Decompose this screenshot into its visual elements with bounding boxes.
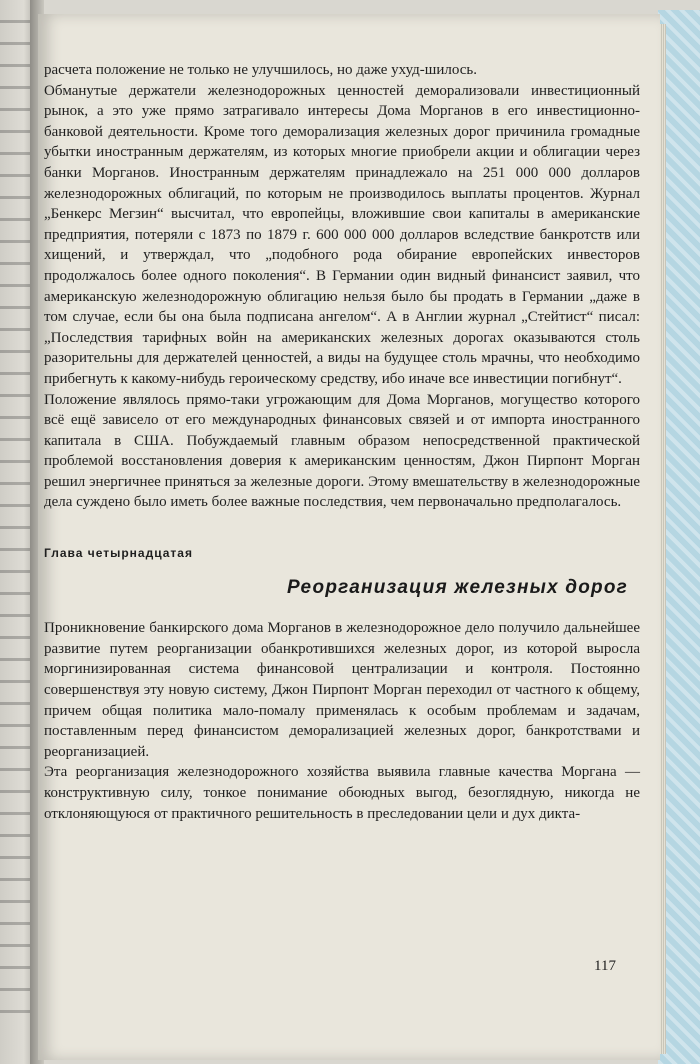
left-page-edge [0, 0, 34, 1064]
left-page-text-fragments [0, 20, 34, 1030]
paragraph: расчета положение не только не улучшилось, но даже ухуд-шилось. [44, 62, 477, 78]
page-number: 117 [594, 958, 616, 974]
paragraph: Проникновение банкирского дома Морганов в железнодорожное дело получило дальнейшее развитие путем реорганизации обанкротившихся железных дорог, из которой выросла моргинизированная система финансовой централизации и контроля. Постоянно совершенствуя эту новую систему, Джон Пирпонт Морган переходил от частного к общему, причем общая политика мало-помалу применялась к особым проблемам и задачам, поставленным перед финансистом деморализацией железных дорог, банкротствами и реорганизацией. [44, 620, 640, 760]
paragraph: Положение являлось прямо-таки угрожающим для Дома Морганов, могущество которого всё ещё зависело от его международных финансовых связей и от импорта иностранного капитала в США. Побуждаемый главным образом непосредственной практической проблемой восстановления доверия к американским ценностям, Джон Пирпонт Морган решил энергичнее приняться за железные дороги. Этому вмешательству в железнодорожные дела суждено было иметь более важные последствия, чем первоначально предполагалось. [44, 391, 640, 511]
page-text [44, 60, 640, 824]
chapter-title: Реорганизация железных дорог [286, 576, 628, 598]
chapter-label: Глава четырнадцатая [44, 546, 193, 561]
paragraph: Эта реорганизация железнодорожного хозяйства выявила главные качества Моргана — конструктивную силу, тонкое понимание обоюдных выгод, безоглядную, никогда не отклоняющуюся от практичного решительность в преследовании цели и дух дикта- [44, 764, 640, 822]
book-page [38, 14, 660, 1060]
paragraph: Обманутые держатели железнодорожных ценностей деморализовали инвестиционный рынок, а это уже прямо затрагивало интересы Дома Морганов в его инвестиционно-банковой деятельности. Кроме того деморализация железных дорог причинила громадные убытки иностранным держателям, из которых многие приобрели акции и облигации через банки Морганов. Иностранным держателям принадлежало на 251 000 000 долларов железнодорожных облигаций, по которым не производилось выплаты процентов. Журнал „Бенкерс Мегзин“ высчитал, что европейцы, вложившие свои капиталы в американские предприятия, потеряли с 1873 по 1879 г. 600 000 000 долларов вследствие банкротств или хищений, и утверждал, что „подобного рода обирание европейских инвесторов продолжалось более одного поколения“. В Германии один видный финансист заявил, что американскую железнодорожную облигацию нельзя было бы продать в Германии „даже в том случае, если бы она была подписана ангелом“. А в Англии журнал „Стейтист“ писал: „Последствия тарифных войн на американских железных дорогах оказываются столь разорительны для держателей ценностей, а виды на будущее столь мрачны, что необходимо прибегнуть к какому-нибудь героическому средству, ибо иначе все инвестиции погибнут“. [44, 82, 640, 387]
